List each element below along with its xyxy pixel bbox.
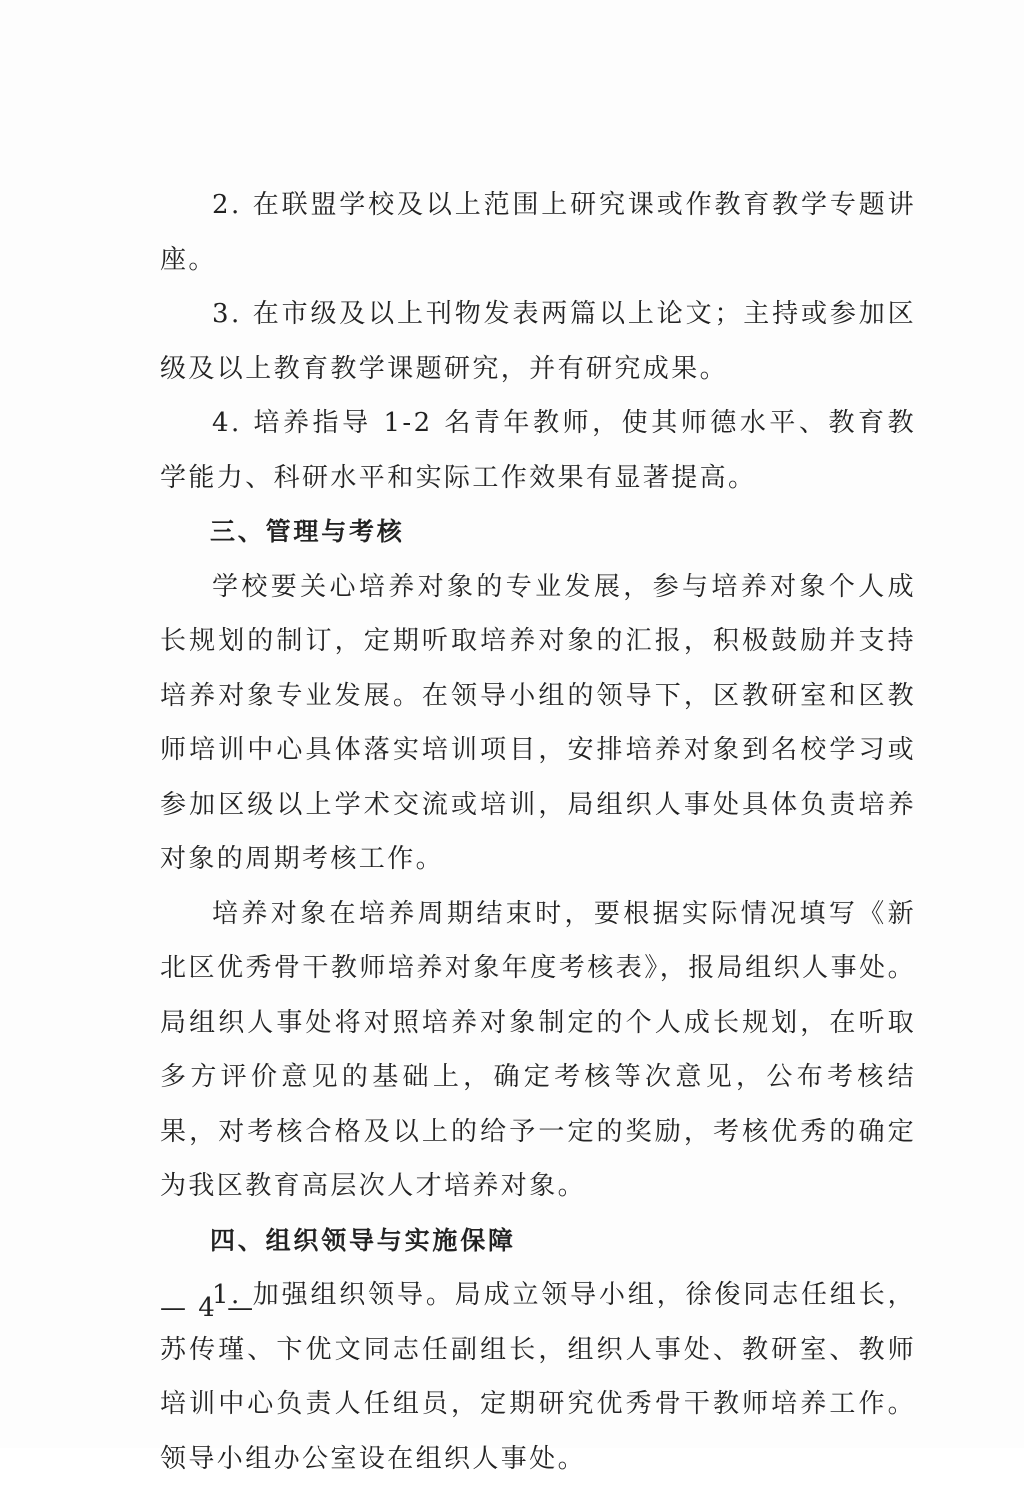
- paragraph-assessment: 培养对象在培养周期结束时，要根据实际情况填写《新北区优秀骨干教师培养对象年度考核表》，报局组织人事处。局组织人事处将对照培养对象制定的个人成长规划，在听取多方评价意见的基础上，确定考核等次意见，公布考核结果，对考核合格及以上的给予一定的奖励，考核优秀的确定为我区教育高层次人才培养对象。: [160, 898, 916, 1201]
- paragraph-organization: 1. 加强组织领导。局成立领导小组，徐俊同志任组长，苏传瑾、卞优文同志任副组长，组织人事处、教研室、教师培训中心负责人任组员，定期研究优秀骨干教师培养工作。领导小组办公室设在组织人事处。: [160, 1280, 916, 1474]
- section-heading-management: 三、管理与考核: [210, 517, 405, 546]
- paragraph-management: 学校要关心培养对象的专业发展，参与培养对象个人成长规划的制订，定期听取培养对象的汇报，积极鼓励并支持培养对象专业发展。在领导小组的领导下，区教研室和区教师培训中心具体落实培训项目，安排培养对象到名校学习或参加区级以上学术交流或培训，局组织人事处具体负责培养对象的周期考核工作。: [160, 571, 916, 874]
- paragraph-item-3: 3. 在市级及以上刊物发表两篇以上论文；主持或参加区级及以上教育教学课题研究，并有研究成果。: [160, 299, 916, 384]
- document-body: [160, 178, 916, 1486]
- section-heading-organization: 四、组织领导与实施保障: [210, 1225, 516, 1255]
- paragraph-item-4: 4. 培养指导 1-2 名青年教师，使其师德水平、教育教学能力、科研水平和实际工作效果有显著提高。: [160, 408, 916, 493]
- page-number: — 4 —: [160, 1293, 256, 1323]
- paragraph-item-2: 2. 在联盟学校及以上范围上研究课或作教育教学专题讲座。: [160, 190, 916, 275]
